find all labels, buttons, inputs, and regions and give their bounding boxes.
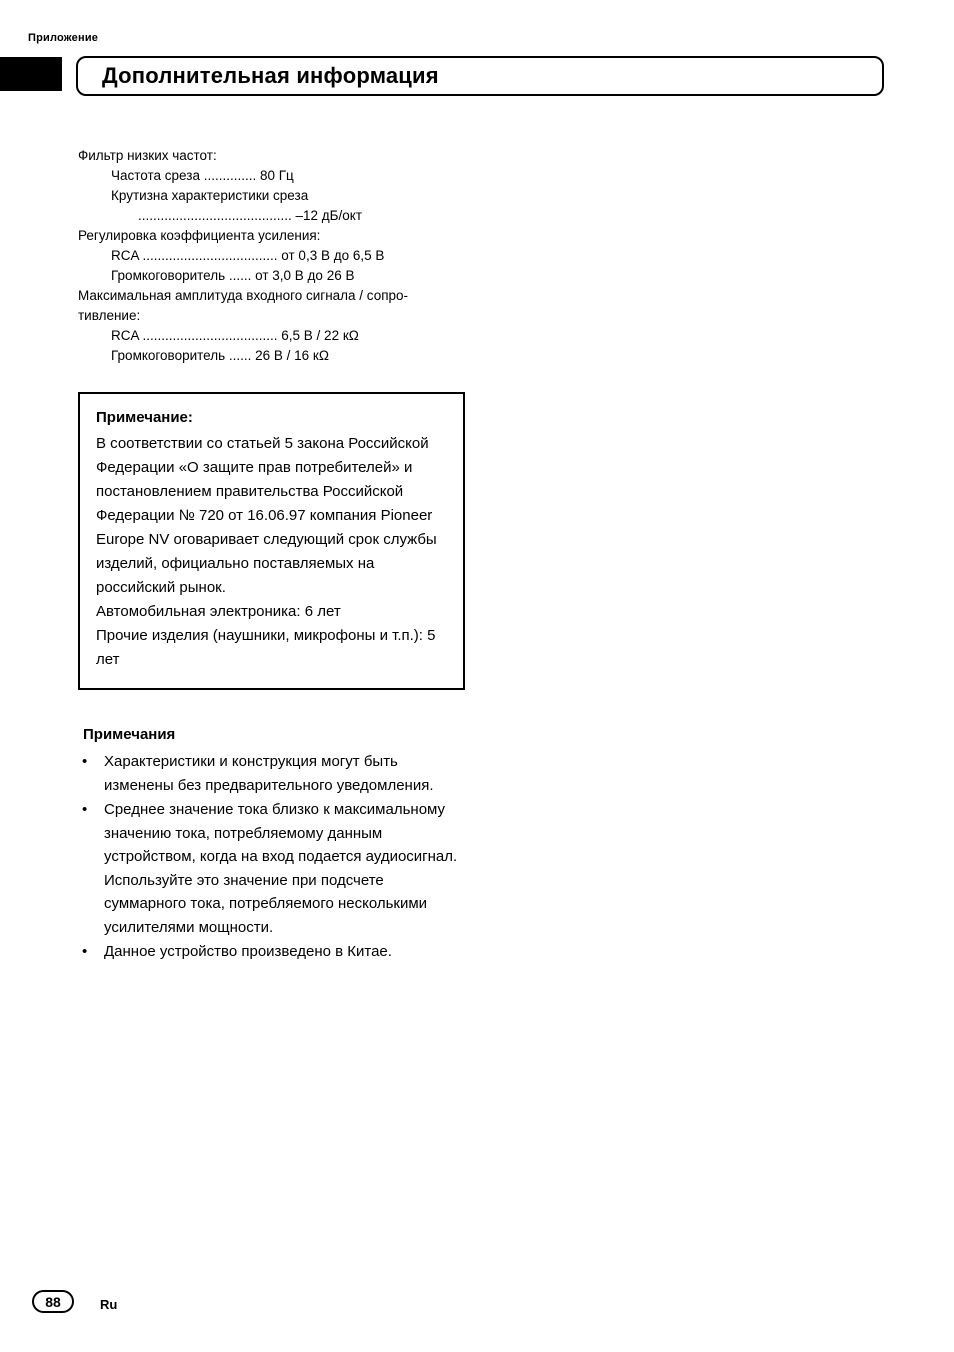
section-label: Приложение [28, 32, 99, 44]
bullet-icon: • [82, 753, 88, 770]
spec-line: Максимальная амплитуда входного сигнала / сопро- [78, 288, 409, 303]
spec-line: Крутизна характеристики среза [111, 188, 309, 203]
bullet-icon: • [82, 943, 88, 960]
header-title-box [76, 56, 884, 96]
notice-body: В соответствии со статьей 5 закона Российской Федерации «О защите прав потребителей» и постановлением правительства Российской Федерации № 720 от 16.06.97 компания Pioneer Europe NV оговаривает следующий срок службы изделий, официально поставляемых на российский рынок. [96, 435, 437, 596]
page-title: Дополнительная информация [102, 63, 439, 88]
spec-line: тивление: [78, 308, 141, 323]
note-text: Данное устройство произведено в Китае. [104, 943, 392, 960]
spec-line: RCA .................................... от 0,3 В до 6,5 В [111, 248, 385, 263]
notice-line-other: Прочие изделия (наушники, микрофоны и т.п.): 5 лет [96, 627, 436, 668]
spec-line: RCA .................................... 6,5 В / 22 кΩ [111, 328, 359, 343]
legal-notice-box [78, 392, 465, 690]
spec-line: Частота среза .............. 80 Гц [111, 168, 294, 183]
header-black-tab [0, 57, 62, 91]
list-item [78, 940, 462, 964]
notes-list [78, 750, 462, 965]
spec-line: Регулировка коэффициента усиления: [78, 228, 321, 243]
language-label: Ru [100, 1297, 118, 1312]
list-item [78, 798, 462, 939]
notice-line-auto: Автомобильная электроника: 6 лет [96, 603, 341, 620]
specifications-block [78, 146, 478, 366]
spec-line: Громкоговоритель ...... от 3,0 В до 26 В [111, 268, 355, 283]
page-number-badge [32, 1290, 74, 1313]
bullet-icon: • [82, 801, 88, 818]
note-text: Среднее значение тока близко к максимальному значению тока, потребляемому данным устройством, когда на вход подается аудиосигнал. Используйте это значение при подсчете суммарного тока, потребляемого несколькими усилителями мощности. [104, 801, 458, 936]
note-text: Характеристики и конструкция могут быть изменены без предварительного уведомления. [104, 753, 434, 794]
spec-line: Фильтр низких частот: [78, 148, 217, 163]
spec-line: ......................................... –12 дБ/окт [138, 208, 363, 223]
notice-title: Примечание: [96, 409, 193, 426]
notes-heading: Примечания [83, 726, 176, 743]
page-number: 88 [45, 1293, 61, 1310]
spec-line: Громкоговоритель ...... 26 В / 16 кΩ [111, 348, 329, 363]
list-item [78, 750, 462, 797]
